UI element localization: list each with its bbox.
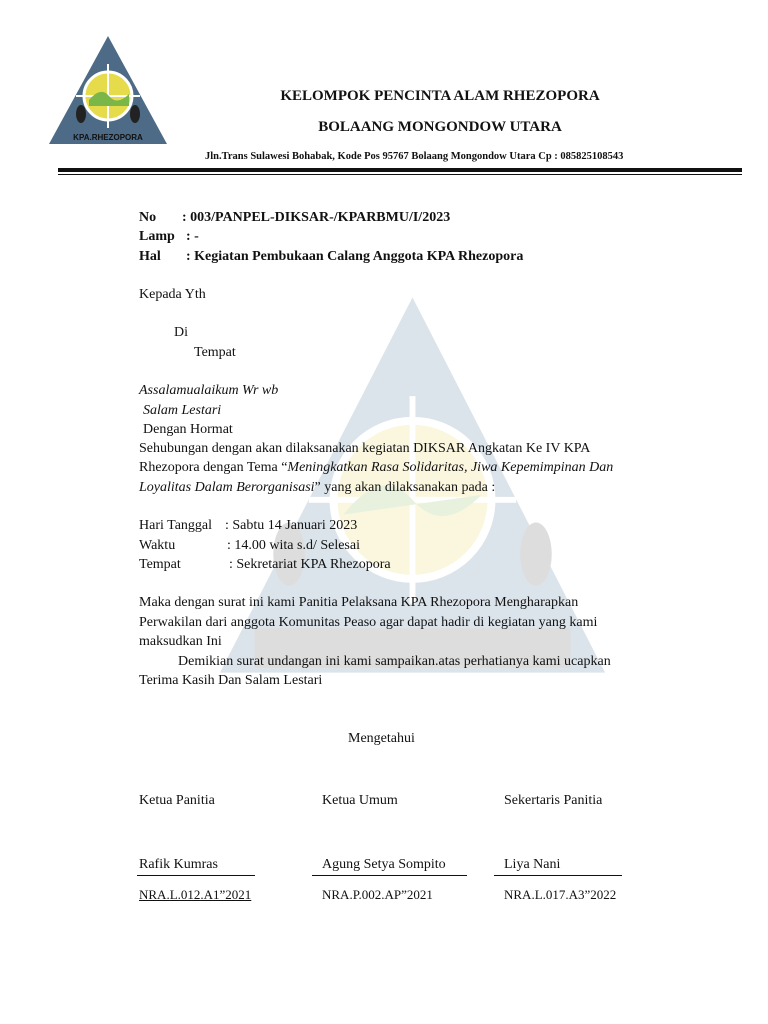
body-p1-line1: Sehubungan dengan akan dilaksanakan kegiatan DIKSAR Angkatan Ke IV KPA [139,441,591,456]
waktu-value: : 14.00 wita s.d/ Selesai [227,538,360,553]
body-p3-line1: Demikian surat undangan ini kami sampaikan.atas perhatianya kami ucapkan [178,654,611,669]
recipient-tempat: Tempat [194,345,236,360]
lamp-value: : - [186,229,199,244]
waktu-label: Waktu [139,538,176,553]
body-p2-line2: Perwakilan dari anggota Komunitas Peaso agar dapat hadir di kegiatan yang kami [139,615,598,630]
role-sekertaris: Sekertaris Panitia [504,793,603,808]
nra-ketua-umum: NRA.P.002.AP”2021 [322,887,433,902]
org-region: BOLAANG MONGONDOW UTARA [318,119,562,135]
tempat-value: : Sekretariat KPA Rhezopora [229,557,391,572]
hari-label: Hari Tanggal [139,518,213,533]
body-p2-line3: maksudkan Ini [139,634,222,649]
kpa-logo-icon [47,34,169,146]
mengetahui-label: Mengetahui [348,731,415,746]
signature-line-3 [494,875,622,876]
hari-value: : Sabtu 14 Januari 2023 [225,518,358,533]
hal-label: Hal [139,249,161,264]
no-value: : 003/PANPEL-DIKSAR-/KPARBMU/I/2023 [182,210,451,225]
recipient-di: Di [174,325,188,340]
logo-text: KPA.RHEZOPORA [73,133,143,142]
role-ketua-umum: Ketua Umum [322,793,398,808]
header-divider-thin [58,174,742,175]
role-ketua-panitia: Ketua Panitia [139,793,215,808]
body-p1-line2-plain: Rhezopora dengan Tema “ [139,460,288,475]
hal-value: : Kegiatan Pembukaan Calang Anggota KPA Rhezopora [186,249,524,264]
greeting-hormat: Dengan Hormat [143,422,233,437]
org-address: Jln.Trans Sulawesi Bohabak, Kode Pos 95767 Bolaang Mongondow Utara Cp : 085825108543 [205,151,624,162]
greeting-salam: Assalamualaikum Wr wb [139,383,279,398]
greeting-salam-lestari: Salam Lestari [143,403,222,418]
org-name: KELOMPOK PENCINTA ALAM RHEZOPORA [280,88,600,104]
lamp-label: Lamp [139,229,175,244]
body-p1-theme-part2: Loyalitas Dalam Berorganisasi [139,480,315,495]
body-p2-line1: Maka dengan surat ini kami Panitia Pelaksana KPA Rhezopora Mengharapkan [139,595,579,610]
header-divider-thick [58,168,742,172]
name-sekertaris: Liya Nani [504,857,561,872]
body-p1-line3-plain: ” yang akan dilaksanakan pada : [314,480,496,495]
body-p1-line3 [139,480,495,496]
no-label: No [139,210,157,225]
tempat-label: Tempat [139,557,181,572]
nra-sekertaris: NRA.L.017.A3”2022 [504,887,617,902]
recipient-kepada: Kepada Yth [139,287,206,302]
nra-ketua-panitia: NRA.L.012.A1”2021 [139,887,252,902]
body-p1-theme-part1: Meningkatkan Rasa Solidaritas, Jiwa Kepemimpinan Dan [287,460,614,475]
name-ketua-umum: Agung Setya Sompito [322,857,446,872]
signature-line-2 [312,875,467,876]
name-ketua-panitia: Rafik Kumras [139,857,218,872]
signature-line-1 [137,875,255,876]
body-p1-line2 [139,460,613,476]
body-p3-line2: Terima Kasih Dan Salam Lestari [139,673,323,688]
